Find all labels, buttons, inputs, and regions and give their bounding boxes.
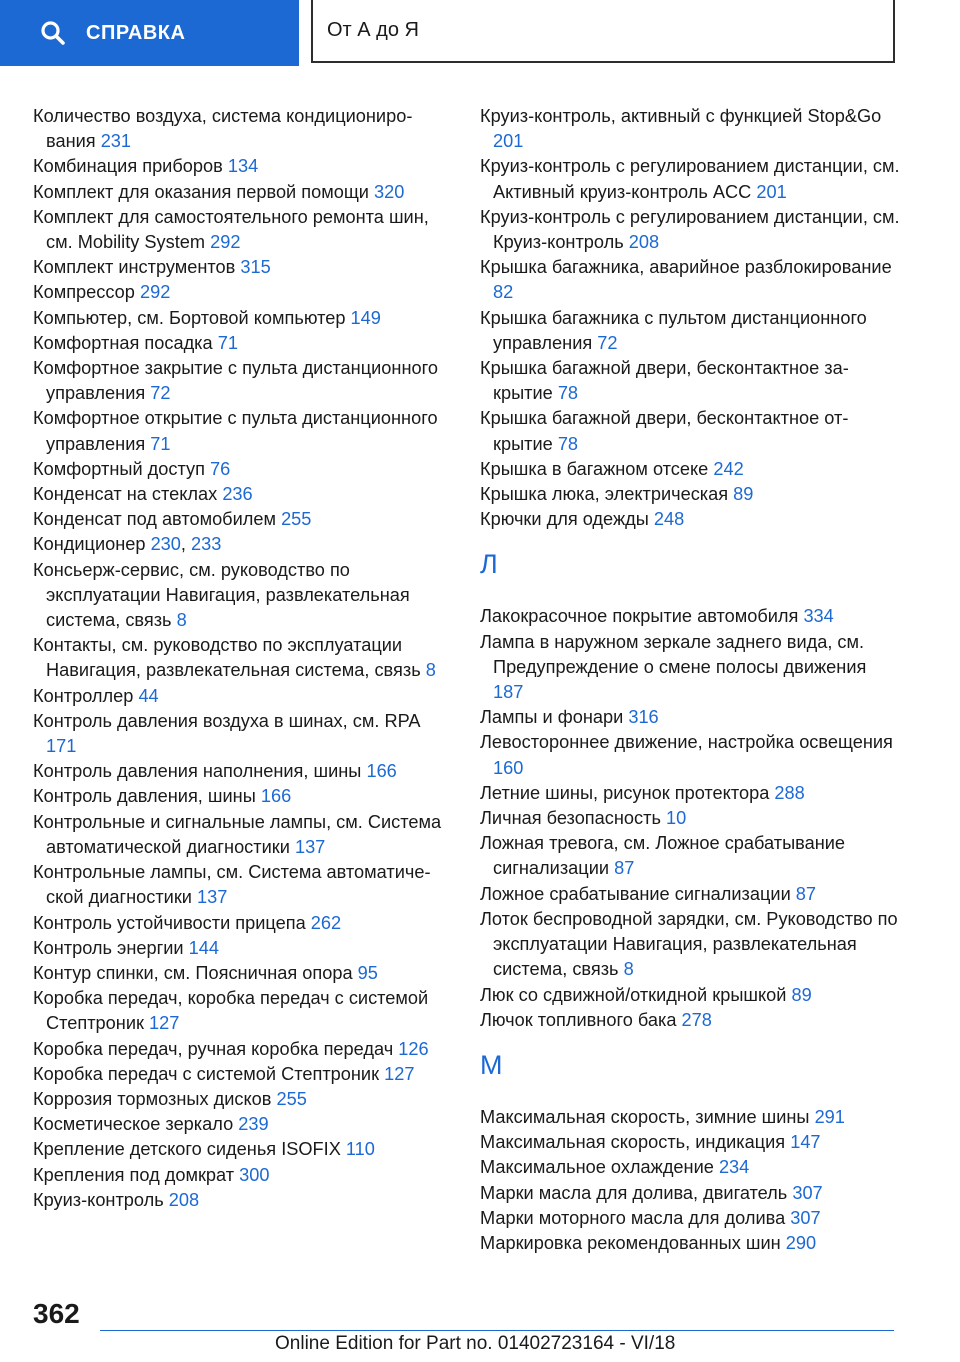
entry-text: Компьютер, см. Бортовой компьютер xyxy=(33,307,346,328)
page-link[interactable]: 166 xyxy=(366,761,397,782)
page-link[interactable]: 239 xyxy=(238,1114,269,1135)
entry-text: Марки масла для долива, двигатель xyxy=(480,1182,788,1203)
page-link[interactable]: 262 xyxy=(310,912,342,933)
page-link[interactable]: 127 xyxy=(149,1013,180,1034)
top-navigation xyxy=(0,0,960,66)
entry-text: Крышка в багажном отсеке xyxy=(480,458,709,479)
entry-text: Круиз-контроль с регулированием дистанции, см. Круиз-контроль xyxy=(480,206,900,253)
edition-footer: Online Edition for Part no. 01402723164 - VI/18 xyxy=(275,1333,676,1354)
index-entry xyxy=(33,180,453,205)
page-link[interactable]: 288 xyxy=(774,782,805,803)
index-entry xyxy=(480,806,900,831)
index-entry xyxy=(33,911,453,936)
search-icon xyxy=(40,20,66,46)
index-entry xyxy=(33,709,453,759)
entry-text: Комфортное открытие с пульта дистанционного управления xyxy=(33,408,438,454)
index-entry xyxy=(33,457,453,482)
page-link[interactable]: 10 xyxy=(666,808,687,829)
index-entry xyxy=(480,630,900,706)
a-to-z-tab-label: От А до Я xyxy=(327,19,419,41)
entry-text: Конденсат на стеклах xyxy=(33,484,218,505)
footer-divider xyxy=(100,1330,894,1331)
index-entry xyxy=(33,810,453,860)
index-entry xyxy=(33,1062,453,1087)
index-entry xyxy=(480,482,900,507)
entry-text: Конденсат под автомобилем xyxy=(33,509,276,530)
index-entry xyxy=(480,983,900,1008)
entry-text: Контрольные и сигнальные лампы, см. Система автоматической диагностики xyxy=(33,811,442,857)
entry-text: Комбинация приборов xyxy=(33,156,223,177)
entry-text: Люк со сдвижной/откидной крышкой xyxy=(480,984,787,1005)
entry-text: Ложная тревога, см. Ложное срабатывание сигнализации xyxy=(480,833,846,879)
index-entry xyxy=(33,936,453,961)
index-entry xyxy=(480,1231,900,1256)
page-link[interactable]: 144 xyxy=(188,937,219,958)
index-entry xyxy=(33,633,453,683)
entry-text: Косметическое зеркало xyxy=(33,1114,234,1135)
entry-text: Контроль энергии xyxy=(33,937,184,958)
entry-text: Летние шины, рисунок протектора xyxy=(480,782,770,803)
index-entry xyxy=(480,604,900,629)
page-number: 362 xyxy=(33,1298,80,1329)
entry-text: Круиз-контроль, активный с функцией Stop&Go xyxy=(480,106,882,126)
index-entry xyxy=(480,1105,900,1130)
index-entry xyxy=(480,104,900,154)
page-link[interactable]: 231 xyxy=(100,131,132,152)
index-entry xyxy=(33,961,453,986)
index-entry xyxy=(480,907,900,983)
page-link[interactable]: 137 xyxy=(197,887,228,908)
page-link[interactable]: 278 xyxy=(681,1009,712,1030)
page-link[interactable]: 72 xyxy=(597,332,618,353)
entry-text: Контур спинки, см. Поясничная опора xyxy=(33,962,353,983)
index-entry xyxy=(480,705,900,730)
page-link[interactable]: 290 xyxy=(785,1232,817,1253)
page-link[interactable]: 87 xyxy=(614,858,635,879)
index-entry xyxy=(480,356,900,406)
entry-text: Коробка передач, ручная коробка передач xyxy=(33,1038,394,1059)
page-link[interactable]: 291 xyxy=(814,1106,845,1127)
page-link[interactable]: 160 xyxy=(493,757,524,778)
index-entry xyxy=(480,730,900,780)
index-entry xyxy=(480,1130,900,1155)
page-link[interactable]: 315 xyxy=(240,257,271,278)
index-entry xyxy=(480,781,900,806)
page-link[interactable]: 242 xyxy=(713,458,744,479)
entry-text: Лючок топливного бака xyxy=(480,1009,677,1030)
entry-text: Комфортное закрытие с пульта дистанционного управления xyxy=(33,358,438,404)
page-link[interactable]: 300 xyxy=(239,1164,270,1185)
section-letter-m: М xyxy=(480,1049,503,1080)
page-link[interactable]: 134 xyxy=(227,156,259,177)
index-entry xyxy=(33,1163,453,1188)
entry-text: Комфортная посадка xyxy=(33,332,213,353)
entry-text: Крышка багажника с пультом дистанционного управления xyxy=(480,307,867,353)
page-link[interactable]: 307 xyxy=(790,1207,821,1228)
page-link[interactable]: 201 xyxy=(493,131,524,152)
index-entry xyxy=(480,255,900,305)
entry-list xyxy=(33,104,453,1213)
index-entry xyxy=(480,831,900,881)
entry-text: Левостороннее движение, настройка освещения xyxy=(480,732,893,753)
a-to-z-tab[interactable] xyxy=(311,0,895,63)
entry-text: Ложное срабатывание сигнализации xyxy=(480,883,791,904)
page-link[interactable]: 316 xyxy=(628,707,659,728)
page-link[interactable]: 233 xyxy=(191,534,222,555)
entry-text: Максимальная скорость, индикация xyxy=(480,1132,786,1153)
index-entry xyxy=(33,154,453,179)
index-entry xyxy=(33,280,453,305)
index-entry xyxy=(33,331,453,356)
entry-text: Крышка багажной двери, бесконтактное закрытие xyxy=(480,358,849,404)
index-entry xyxy=(33,482,453,507)
entry-text: Максимальное охлаждение xyxy=(480,1157,714,1178)
page-link[interactable]: 78 xyxy=(557,433,579,454)
entry-text: Лоток беспроводной зарядки, см. Руководство по эксплуатации Навигация, развлекательная система, связь xyxy=(480,908,898,980)
entry-list xyxy=(480,104,900,532)
page-link[interactable]: 95 xyxy=(357,962,378,983)
page-link[interactable]: 89 xyxy=(791,984,812,1005)
page-link[interactable]: 76 xyxy=(210,458,231,479)
page-link[interactable]: 255 xyxy=(276,1088,307,1109)
entry-text: Максимальная скорость, зимние шины xyxy=(480,1106,810,1127)
index-entry xyxy=(33,406,453,456)
index-entry xyxy=(33,1137,453,1162)
index-entry xyxy=(33,558,453,634)
index-entry xyxy=(480,154,900,204)
section-letter-l: Л xyxy=(480,549,498,580)
index-entry xyxy=(33,507,453,532)
entry-text: Круиз-контроль с регулированием дистанции, см. Активный круиз-контроль ACC xyxy=(480,156,900,202)
entry-text: Маркировка рекомендованных шин xyxy=(480,1232,781,1253)
page-link[interactable]: 71 xyxy=(150,433,171,454)
entry-text: Контроль давления наполнения, шины xyxy=(33,761,362,782)
index-entry xyxy=(33,205,453,255)
page-link[interactable]: 292 xyxy=(139,282,171,303)
index-entry xyxy=(33,104,453,154)
page-link[interactable]: 87 xyxy=(795,883,817,904)
page-link[interactable]: 127 xyxy=(384,1063,415,1084)
page-link[interactable]: 171 xyxy=(46,736,77,757)
entry-text: Комфортный доступ xyxy=(33,458,205,479)
help-tab[interactable] xyxy=(0,0,299,66)
entry-text: Крепление детского сиденья ISOFIX xyxy=(33,1139,341,1160)
entry-text: Крепления под домкрат xyxy=(33,1164,235,1185)
page-link[interactable]: 8 xyxy=(623,959,634,980)
index-entry xyxy=(33,1188,453,1213)
index-entry xyxy=(33,1037,453,1062)
index-entry xyxy=(33,784,453,809)
page-link[interactable]: 292 xyxy=(210,232,241,253)
entry-text: Крышка люка, электрическая xyxy=(480,484,729,505)
index-entry xyxy=(33,759,453,784)
page-link[interactable]: 71 xyxy=(217,332,238,353)
page-link[interactable]: 126 xyxy=(398,1038,429,1059)
entry-text: Коробка передач, коробка передач с системой Стептроник xyxy=(33,988,429,1034)
entry-text: Контроль устойчивости прицепа xyxy=(33,912,306,933)
page-link[interactable]: 72 xyxy=(150,383,171,404)
entry-text: Крючки для одежды xyxy=(480,509,649,530)
entry-text: Коробка передач с системой Стептроник xyxy=(33,1063,380,1084)
index-entry xyxy=(480,306,900,356)
index-entry xyxy=(480,1008,900,1033)
index-entry xyxy=(33,1112,453,1137)
entry-text: Контакты, см. руководство по эксплуатации Навигация, развлекательная система, связь xyxy=(33,635,421,681)
index-entry xyxy=(480,1206,900,1231)
page-link[interactable]: 234 xyxy=(718,1157,750,1178)
entry-text: Компрессор xyxy=(33,282,135,303)
index-entry xyxy=(480,205,900,255)
page-link[interactable]: 248 xyxy=(653,509,685,530)
entry-text: Комплект для самостоятельного ремонта шин, см. Mobility System xyxy=(33,206,429,253)
entry-text: Крышка багажника, аварийное разблокирование xyxy=(480,257,892,278)
index-entry xyxy=(33,860,453,910)
entry-text: Количество воздуха, система кондиционирования xyxy=(33,106,413,152)
index-entry xyxy=(33,684,453,709)
index-entry xyxy=(480,507,900,532)
page-link[interactable]: 147 xyxy=(790,1132,821,1153)
index-column-right xyxy=(480,104,900,1256)
entry-list xyxy=(480,604,900,1032)
page-link[interactable]: 187 xyxy=(493,682,524,703)
entry-text: Кондиционер xyxy=(33,534,146,555)
page-link[interactable]: 78 xyxy=(557,383,579,404)
page-link[interactable]: 89 xyxy=(733,484,754,505)
entry-text: Комплект для оказания первой помощи xyxy=(33,181,369,202)
help-tab-label: СПРАВКА xyxy=(86,21,186,44)
page-link[interactable]: 208 xyxy=(168,1189,200,1210)
entry-text: Комплект инструментов xyxy=(33,257,236,278)
page-link[interactable]: 320 xyxy=(374,181,405,202)
page-link[interactable]: 208 xyxy=(628,232,660,253)
page-link[interactable]: 149 xyxy=(350,307,381,328)
page-link[interactable]: 236 xyxy=(222,484,253,505)
page-link[interactable]: 166 xyxy=(260,786,292,807)
entry-text: Личная безопасность xyxy=(480,808,661,829)
page-link[interactable]: 8 xyxy=(176,610,187,631)
page-link[interactable]: 44 xyxy=(138,685,159,706)
entry-text: Консьерж-сервис, см. руководство по эксплуатации Навигация, развлекательная система, связь xyxy=(33,559,410,631)
entry-list xyxy=(480,1105,900,1256)
index-entry xyxy=(33,306,453,331)
entry-text: Контроллер xyxy=(33,685,134,706)
entry-text: Контрольные лампы, см. Система автоматической диагностики xyxy=(33,862,431,908)
index-entry xyxy=(33,986,453,1036)
page-link[interactable]: 82 xyxy=(493,282,514,303)
entry-text: Коррозия тормозных дисков xyxy=(33,1088,272,1109)
page-link[interactable]: 255 xyxy=(281,509,312,530)
page-link[interactable]: 137 xyxy=(294,836,326,857)
entry-text: Лампы и фонари xyxy=(480,707,624,728)
index-entry xyxy=(33,255,453,280)
entry-text: Лампа в наружном зеркале заднего вида, см. Предупреждение о смене полосы движения xyxy=(480,631,867,677)
index-entry xyxy=(33,1087,453,1112)
entry-text: Крышка багажной двери, бесконтактное открытие xyxy=(480,408,849,454)
page-link[interactable]: 230 xyxy=(150,534,181,555)
index-entry xyxy=(480,882,900,907)
entry-text: Лакокрасочное покрытие автомобиля xyxy=(480,606,799,627)
page-link[interactable]: 8 xyxy=(425,660,436,681)
page-link[interactable]: 334 xyxy=(803,606,834,627)
index-entry xyxy=(480,1181,900,1206)
entry-text: Контроль давления воздуха в шинах, см. RPA xyxy=(33,710,420,731)
page-link[interactable]: 307 xyxy=(792,1182,823,1203)
entry-text: Контроль давления, шины xyxy=(33,786,256,807)
entry-text: Круиз-контроль xyxy=(33,1189,164,1210)
index-entry xyxy=(33,356,453,406)
index-column-left xyxy=(33,104,453,1213)
index-entry xyxy=(480,1155,900,1180)
index-entry: Кондиционер 230, 233 xyxy=(33,534,222,555)
page-link[interactable]: 201 xyxy=(756,181,787,202)
index-entry xyxy=(480,457,900,482)
entry-text: Марки моторного масла для долива xyxy=(480,1207,786,1228)
index-entry xyxy=(480,406,900,456)
page-link[interactable]: 110 xyxy=(345,1139,375,1160)
